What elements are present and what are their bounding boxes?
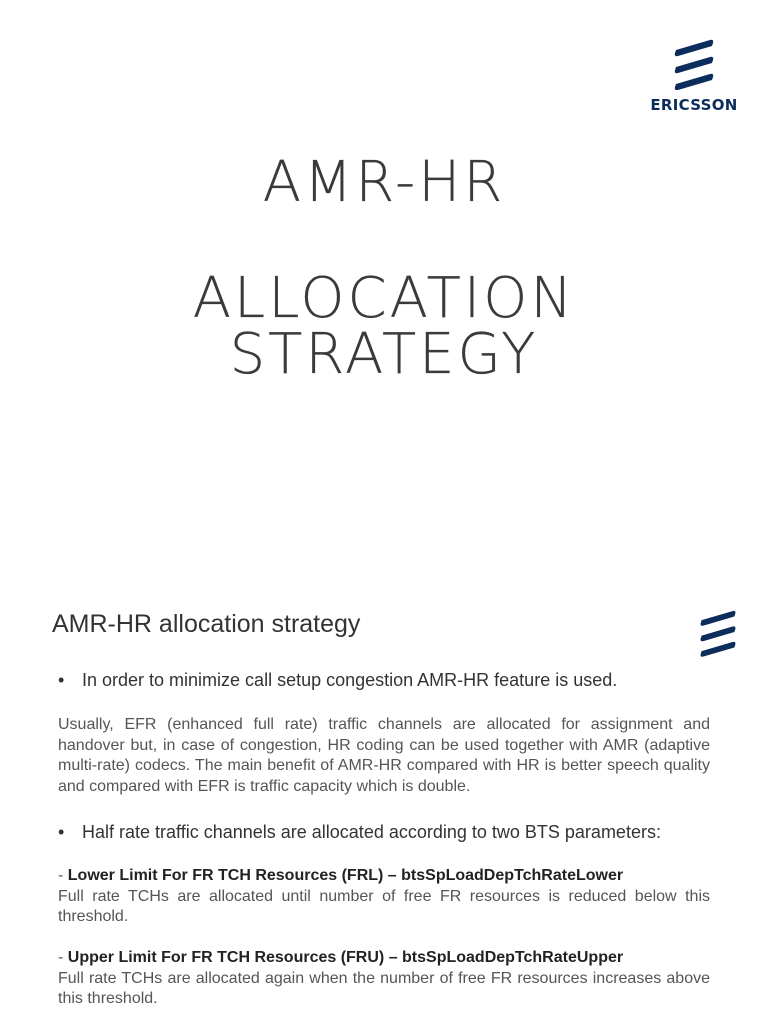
ericsson-logo-text: ERICSSON: [650, 96, 738, 114]
bullet-half-rate: [58, 822, 661, 843]
frl-prefix: -: [58, 867, 68, 884]
paragraph-efr: Usually, EFR (enhanced full rate) traffic channels are allocated for assignment and handover but, in case of congestion, HR coding can be used together with AMR (adaptive multi-rate) codecs. The main benefit of AMR-HR compared with HR is better speech quality and compared with EFR is traffic capacity which is double.: [58, 716, 710, 795]
title-allocation: ALLOCATION: [192, 266, 576, 331]
bullet-text: Half rate traffic channels are allocated according to two BTS parameters:: [82, 822, 661, 842]
content-slide: [0, 572, 768, 1024]
fru-block: [58, 948, 710, 1010]
frl-heading: Lower Limit For FR TCH Resources (FRL) – btsSpLoadDepTchRateLower: [67, 867, 624, 884]
bullet-text: In order to minimize call setup congestion AMR-HR feature is used.: [82, 670, 618, 690]
bullet-congestion: [58, 670, 617, 691]
fru-text: Full rate TCHs are allocated again when the number of free FR resources increases above this threshold.: [58, 969, 710, 1007]
slide-title: AMR-HR allocation strategy: [52, 610, 361, 638]
fru-heading: Upper Limit For FR TCH Resources (FRU) – btsSpLoadDepTchRateUpper: [67, 949, 624, 966]
title-strategy: STRATEGY: [229, 322, 539, 387]
frl-heading-line: [58, 866, 710, 887]
title-amr-hr: AMR-HR: [262, 150, 506, 215]
bullet-dot-icon: •: [58, 822, 65, 842]
ericsson-logo-icon: [672, 36, 716, 90]
frl-text: Full rate TCHs are allocated until number of free FR resources is reduced below this threshold.: [58, 887, 710, 925]
fru-heading-line: [58, 948, 710, 969]
ericsson-logo-icon: [698, 606, 738, 663]
fru-prefix: -: [58, 949, 68, 966]
frl-block: [58, 866, 710, 928]
bullet-dot-icon: •: [58, 670, 65, 690]
